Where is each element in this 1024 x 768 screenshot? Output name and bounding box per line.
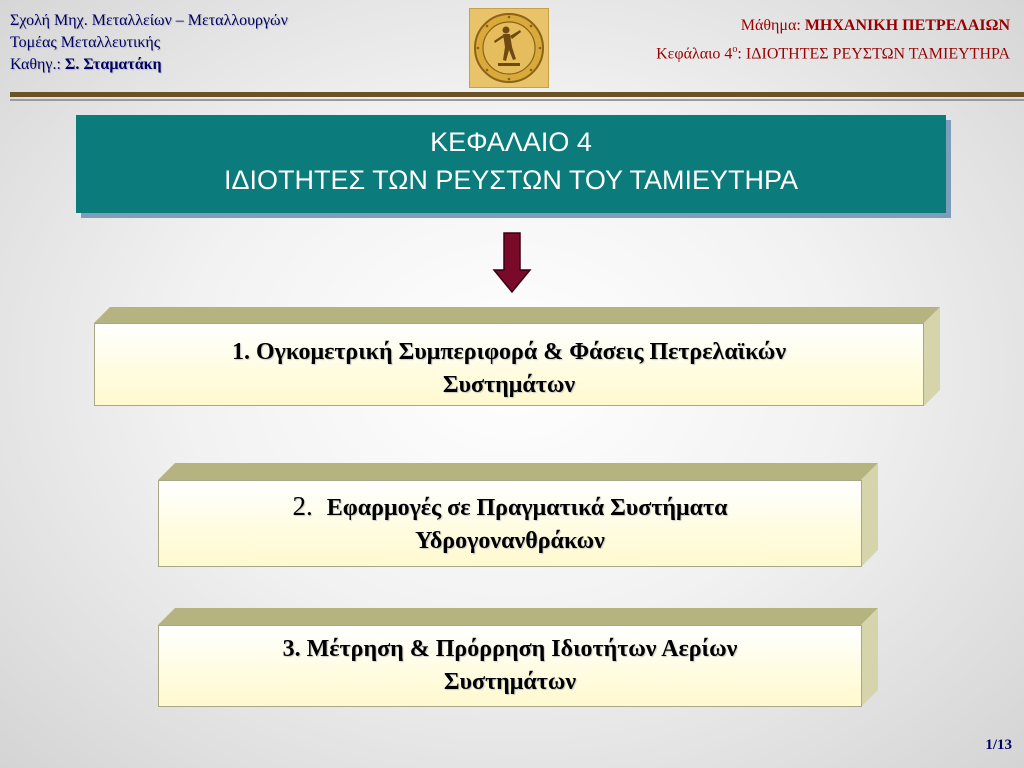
department-name: Τομέας Μεταλλευτικής — [10, 34, 161, 51]
topic-3-box — [158, 625, 862, 707]
topic-2-number: 2. — [292, 491, 313, 521]
instructor-name: Σ. Σταματάκη — [64, 56, 162, 73]
arrow-down-icon — [492, 232, 532, 294]
university-seal-icon — [469, 8, 549, 88]
chapter-number: ΚΕΦΑΛΑΙΟ 4 — [430, 127, 592, 157]
chapter-prefix: Κεφάλαιο 4 — [656, 45, 733, 63]
chapter-ordinal: ο — [732, 44, 738, 55]
topic-1-box — [94, 323, 924, 406]
topic-1-line2: Συστημάτων — [442, 372, 576, 398]
topic-3-line1: 3. Μέτρηση & Πρόρρηση Ιδιοτήτων Αερίων — [282, 636, 738, 662]
chapter-line — [570, 38, 1010, 66]
topic-1-line1: 1. Ογκομετρική Συμπεριφορά & Φάσεις Πετρελαϊκών — [231, 339, 787, 365]
header-institution — [10, 10, 430, 76]
course-line — [570, 14, 1010, 38]
school-name: Σχολή Μηχ. Μεταλλείων – Μεταλλουργών — [10, 12, 288, 29]
topic-3-line2: Συστημάτων — [443, 669, 577, 695]
topic-2-line2: Υδρογονανθράκων — [415, 528, 605, 554]
topic-2-line1: Εφαρμογές σε Πραγματικά Συστήματα — [326, 495, 728, 521]
header-divider-thin — [10, 99, 1024, 101]
header-course — [570, 14, 1010, 66]
chapter-title-box — [76, 115, 946, 213]
page-number: 1/13 — [985, 737, 1012, 753]
course-label: Μάθημα: — [740, 17, 801, 34]
topic-2-line1-wrap — [159, 490, 861, 525]
chapter-title: : ΙΔΙΟΤΗΤΕΣ ΡΕΥΣΤΩΝ ΤΑΜΙΕΥΤΗΡΑ — [737, 45, 1010, 63]
course-name: ΜΗΧΑΝΙΚΗ ΠΕΤΡΕΛΑΙΩΝ — [804, 17, 1010, 34]
header-divider — [10, 92, 1024, 97]
chapter-heading: ΙΔΙΟΤΗΤΕΣ ΤΩΝ ΡΕΥΣΤΩΝ ΤΟΥ ΤΑΜΙΕΥΤΗΡΑ — [223, 165, 799, 195]
topic-2-box — [158, 480, 862, 567]
instructor-label: Καθηγ.: — [10, 56, 61, 73]
instructor-line — [10, 54, 430, 76]
